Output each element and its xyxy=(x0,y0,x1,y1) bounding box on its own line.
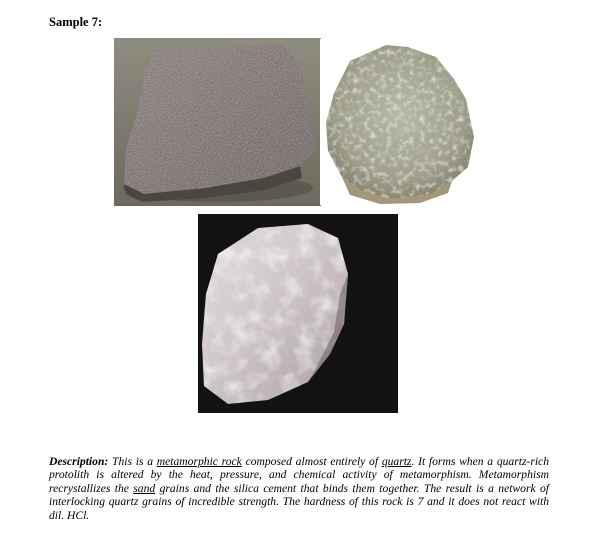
sand-link[interactable]: sand xyxy=(133,481,156,495)
quartzite-white-pink-photo xyxy=(198,214,398,413)
description-text-2: composed almost entirely of xyxy=(241,455,382,468)
quartzite-gray-slab-photo xyxy=(114,38,321,206)
metamorphic-rock-link[interactable]: metamorphic rock xyxy=(156,455,242,468)
description-text-4: grains and the silica cement that binds them together. The result is a network of interlocking quartz grains of incredible strength. The hardness of this rock is 7 and it does not react with dil. HCl. xyxy=(49,481,550,522)
description-text-3: . It forms when a quartz-rich protolith is altered by the heat, pressure, and chemical activity of metamorphism. Metamorphism recrystallizes the xyxy=(49,455,549,495)
quartz-link[interactable]: quartz xyxy=(381,455,412,468)
quartzite-greenish-gray-photo xyxy=(320,39,482,205)
description-paragraph xyxy=(49,455,549,522)
description-label: Description: xyxy=(49,455,109,468)
sample-heading: Sample 7: xyxy=(49,15,103,29)
description-text-1: This is a xyxy=(108,455,157,468)
